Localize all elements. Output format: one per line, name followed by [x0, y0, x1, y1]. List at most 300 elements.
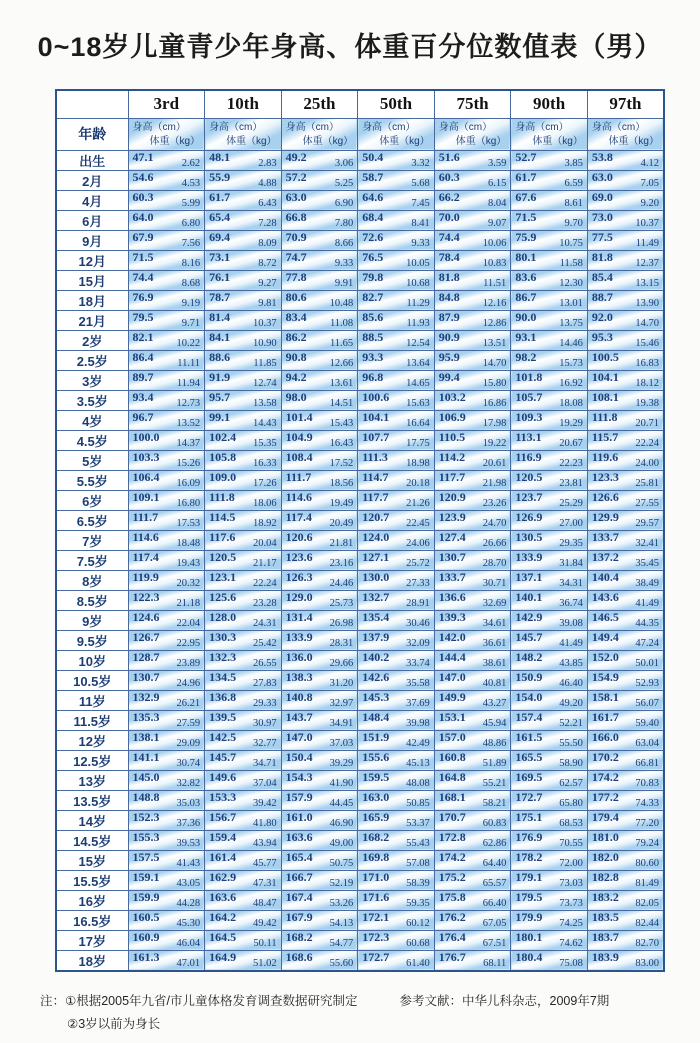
- height-value: 132.3: [209, 650, 237, 664]
- data-cell: [128, 890, 205, 910]
- height-value: 182.8: [591, 870, 619, 884]
- age-cell: 5岁: [56, 450, 128, 470]
- height-value: 162.9: [209, 870, 237, 884]
- age-cell: 8岁: [56, 570, 128, 590]
- weight-value: 11.93: [406, 317, 430, 329]
- weight-value: 25.29: [559, 497, 583, 509]
- weight-value: 66.40: [482, 897, 507, 909]
- height-value: 168.2: [285, 930, 313, 944]
- table-row: [56, 750, 664, 770]
- height-value: 105.7: [515, 390, 543, 404]
- percentile-header: 90th: [511, 90, 588, 118]
- weight-value: 10.37: [635, 217, 659, 229]
- height-value: 126.3: [285, 570, 313, 584]
- height-value: 134.5: [209, 670, 237, 684]
- height-value: 149.6: [209, 770, 237, 784]
- data-cell: [205, 890, 282, 910]
- height-value: 116.9: [515, 450, 542, 464]
- weight-value: 24.00: [635, 457, 659, 469]
- data-cell: [434, 490, 511, 510]
- table-body: [56, 150, 664, 971]
- weight-value: 45.30: [176, 917, 201, 929]
- height-value: 153.1: [438, 710, 466, 724]
- weight-value: 39.08: [559, 617, 583, 629]
- data-cell: [128, 790, 205, 810]
- age-cell: 2岁: [56, 330, 128, 350]
- weight-value: 6.15: [487, 177, 507, 189]
- height-value: 130.7: [132, 670, 160, 684]
- weight-value: 64.40: [482, 857, 507, 869]
- height-value: 163.0: [362, 790, 390, 804]
- height-value: 111.3: [362, 450, 388, 464]
- data-cell: [205, 470, 282, 490]
- height-value: 78.4: [438, 250, 460, 264]
- data-cell: [205, 350, 282, 370]
- weight-value: 54.13: [329, 917, 354, 929]
- data-cell: [205, 630, 282, 650]
- data-cell: [587, 430, 664, 450]
- weight-value: 12.16: [482, 297, 507, 309]
- height-value: 80.6: [285, 290, 307, 304]
- data-cell: [205, 530, 282, 550]
- percentile-header: 75th: [434, 90, 511, 118]
- height-value: 86.7: [515, 290, 537, 304]
- percentile-header: 25th: [281, 90, 358, 118]
- height-value: 154.0: [515, 690, 543, 704]
- weight-value: 39.29: [329, 757, 354, 769]
- measure-header-cell: [281, 118, 358, 150]
- data-cell: [205, 330, 282, 350]
- weight-value: 28.31: [329, 637, 354, 649]
- height-label: 身高（cm）: [591, 121, 646, 133]
- data-cell: [358, 690, 435, 710]
- height-value: 179.9: [515, 910, 543, 924]
- height-value: 157.9: [285, 790, 313, 804]
- height-value: 157.0: [438, 730, 466, 744]
- data-cell: [358, 650, 435, 670]
- height-value: 179.1: [515, 870, 543, 884]
- data-cell: [434, 750, 511, 770]
- weight-value: 62.57: [559, 777, 583, 789]
- age-cell: 6岁: [56, 490, 128, 510]
- data-cell: [587, 910, 664, 930]
- height-value: 123.1: [209, 570, 237, 584]
- table-row: [56, 830, 664, 850]
- weight-value: 16.80: [176, 497, 201, 509]
- data-cell: [281, 690, 358, 710]
- height-value: 155.6: [362, 750, 390, 764]
- weight-value: 48.08: [406, 777, 430, 789]
- data-cell: [434, 770, 511, 790]
- height-value: 67.6: [515, 190, 537, 204]
- weight-value: 22.23: [559, 457, 583, 469]
- height-value: 130.3: [209, 630, 237, 644]
- data-cell: [587, 210, 664, 230]
- height-value: 164.8: [438, 770, 466, 784]
- data-cell: [205, 910, 282, 930]
- weight-value: 31.84: [559, 557, 583, 569]
- data-cell: [587, 330, 664, 350]
- height-value: 135.4: [362, 610, 390, 624]
- data-cell: [587, 250, 664, 270]
- data-cell: [434, 410, 511, 430]
- data-cell: [358, 270, 435, 290]
- data-cell: [434, 850, 511, 870]
- height-value: 70.0: [438, 210, 460, 224]
- height-value: 88.6: [209, 350, 231, 364]
- height-value: 161.4: [209, 850, 237, 864]
- weight-value: 14.46: [559, 337, 583, 349]
- data-cell: [358, 290, 435, 310]
- data-cell: [281, 350, 358, 370]
- height-value: 103.3: [132, 450, 160, 464]
- height-value: 152.0: [591, 650, 619, 664]
- height-label: 身高（cm）: [515, 121, 569, 133]
- weight-value: 17.53: [176, 517, 201, 529]
- height-value: 165.4: [285, 850, 313, 864]
- weight-value: 14.70: [635, 317, 659, 329]
- data-cell: [281, 290, 358, 310]
- weight-value: 11.29: [406, 297, 430, 309]
- data-cell: [128, 810, 205, 830]
- data-cell: [434, 190, 511, 210]
- data-cell: [511, 490, 588, 510]
- height-value: 151.9: [362, 730, 390, 744]
- weight-value: 15.26: [176, 457, 201, 469]
- weight-value: 70.83: [635, 777, 659, 789]
- age-cell: 4岁: [56, 410, 128, 430]
- data-cell: [281, 850, 358, 870]
- data-cell: [511, 170, 588, 190]
- age-cell: 12岁: [56, 730, 128, 750]
- data-cell: [587, 930, 664, 950]
- data-cell: [511, 810, 588, 830]
- height-value: 129.9: [591, 510, 619, 524]
- data-cell: [358, 930, 435, 950]
- weight-value: 24.70: [482, 517, 507, 529]
- data-cell: [205, 930, 282, 950]
- header-row-measures: [56, 118, 664, 150]
- weight-value: 35.58: [406, 677, 430, 689]
- data-cell: [434, 270, 511, 290]
- weight-value: 45.77: [253, 857, 277, 869]
- height-value: 111.8: [591, 410, 618, 424]
- data-cell: [511, 950, 588, 971]
- height-value: 159.5: [362, 770, 390, 784]
- weight-value: 32.97: [329, 697, 354, 709]
- data-cell: [128, 950, 205, 971]
- weight-value: 20.49: [329, 517, 354, 529]
- weight-value: 9.91: [334, 277, 354, 289]
- height-value: 114.7: [362, 470, 389, 484]
- data-cell: [511, 930, 588, 950]
- height-value: 172.1: [362, 910, 390, 924]
- weight-value: 41.80: [253, 817, 277, 829]
- data-cell: [281, 470, 358, 490]
- weight-value: 10.90: [253, 337, 277, 349]
- weight-value: 13.01: [559, 297, 583, 309]
- height-value: 101.4: [285, 410, 313, 424]
- height-value: 175.8: [438, 890, 466, 904]
- data-cell: [587, 590, 664, 610]
- height-value: 145.7: [209, 750, 237, 764]
- height-value: 84.8: [438, 290, 460, 304]
- height-value: 126.7: [132, 630, 160, 644]
- weight-value: 54.77: [329, 937, 354, 949]
- data-cell: [205, 830, 282, 850]
- weight-value: 60.68: [406, 937, 430, 949]
- height-value: 132.9: [132, 690, 160, 704]
- height-value: 164.9: [209, 950, 237, 964]
- weight-value: 10.48: [329, 297, 354, 309]
- data-cell: [358, 850, 435, 870]
- data-cell: [205, 810, 282, 830]
- weight-value: 52.21: [559, 717, 583, 729]
- weight-value: 12.86: [482, 317, 507, 329]
- height-value: 140.8: [285, 690, 313, 704]
- weight-value: 29.35: [559, 537, 583, 549]
- age-cell: 11岁: [56, 690, 128, 710]
- data-cell: [587, 890, 664, 910]
- weight-value: 55.60: [329, 957, 354, 969]
- height-value: 145.3: [362, 690, 390, 704]
- weight-value: 19.38: [635, 397, 659, 409]
- data-cell: [358, 890, 435, 910]
- weight-value: 47.24: [635, 637, 659, 649]
- weight-value: 9.07: [487, 217, 507, 229]
- height-value: 126.6: [591, 490, 619, 504]
- data-cell: [358, 670, 435, 690]
- height-value: 168.6: [285, 950, 313, 964]
- height-value: 96.7: [132, 410, 154, 424]
- weight-value: 7.80: [334, 217, 354, 229]
- height-value: 142.9: [515, 610, 543, 624]
- data-cell: [205, 230, 282, 250]
- data-cell: [511, 210, 588, 230]
- height-value: 74.4: [132, 270, 154, 284]
- data-cell: [587, 570, 664, 590]
- table-row: [56, 810, 664, 830]
- age-cell: 13.5岁: [56, 790, 128, 810]
- data-cell: [434, 230, 511, 250]
- height-value: 104.9: [285, 430, 313, 444]
- weight-value: 7.05: [640, 177, 659, 189]
- data-cell: [281, 650, 358, 670]
- height-value: 124.6: [132, 610, 160, 624]
- height-value: 140.4: [591, 570, 619, 584]
- data-cell: [434, 290, 511, 310]
- height-value: 103.2: [438, 390, 466, 404]
- height-value: 111.8: [209, 490, 235, 504]
- height-value: 160.8: [438, 750, 466, 764]
- measure-header-cell: [358, 118, 435, 150]
- height-value: 125.6: [209, 590, 237, 604]
- weight-value: 21.26: [406, 497, 430, 509]
- data-cell: [128, 690, 205, 710]
- weight-value: 2.83: [258, 157, 277, 169]
- height-value: 137.2: [591, 550, 619, 564]
- weight-value: 29.09: [176, 737, 201, 749]
- data-cell: [205, 510, 282, 530]
- weight-value: 11.85: [253, 357, 277, 369]
- data-cell: [587, 790, 664, 810]
- data-cell: [205, 730, 282, 750]
- height-value: 117.4: [285, 510, 312, 524]
- data-cell: [434, 810, 511, 830]
- height-value: 120.5: [515, 470, 543, 484]
- data-cell: [511, 330, 588, 350]
- weight-value: 15.63: [406, 397, 430, 409]
- weight-value: 30.74: [176, 757, 201, 769]
- weight-value: 33.74: [406, 657, 430, 669]
- weight-value: 10.37: [253, 317, 277, 329]
- data-cell: [511, 730, 588, 750]
- height-value: 85.6: [362, 310, 384, 324]
- height-value: 61.7: [515, 170, 537, 184]
- height-value: 146.5: [591, 610, 619, 624]
- height-value: 109.0: [209, 470, 237, 484]
- weight-value: 18.12: [635, 377, 659, 389]
- weight-value: 18.92: [253, 517, 277, 529]
- weight-value: 17.75: [406, 437, 430, 449]
- height-value: 60.3: [438, 170, 460, 184]
- weight-value: 68.53: [559, 817, 583, 829]
- data-cell: [128, 670, 205, 690]
- weight-value: 13.61: [329, 377, 354, 389]
- data-cell: [128, 850, 205, 870]
- weight-value: 45.94: [482, 717, 507, 729]
- age-header-cell: 年龄: [56, 118, 128, 150]
- height-label: 身高（cm）: [362, 121, 416, 133]
- data-cell: [358, 150, 435, 170]
- height-value: 66.8: [285, 210, 307, 224]
- data-cell: [434, 150, 511, 170]
- height-value: 155.3: [132, 830, 160, 844]
- weight-value: 23.16: [329, 557, 354, 569]
- data-cell: [358, 330, 435, 350]
- weight-value: 44.28: [176, 897, 201, 909]
- table-row: [56, 950, 664, 971]
- height-value: 114.6: [285, 490, 312, 504]
- height-value: 149.4: [591, 630, 619, 644]
- height-value: 163.6: [209, 890, 237, 904]
- data-cell: [128, 410, 205, 430]
- weight-value: 18.98: [406, 457, 430, 469]
- height-value: 99.1: [209, 410, 231, 424]
- weight-value: 19.29: [559, 417, 583, 429]
- table-row: [56, 230, 664, 250]
- data-cell: [511, 630, 588, 650]
- height-value: 133.9: [285, 630, 313, 644]
- height-value: 174.2: [438, 850, 466, 864]
- table-row: [56, 450, 664, 470]
- data-cell: [587, 350, 664, 370]
- height-value: 166.0: [591, 730, 619, 744]
- height-value: 183.9: [591, 950, 619, 964]
- weight-value: 9.19: [181, 297, 201, 309]
- age-cell: 15.5岁: [56, 870, 128, 890]
- height-value: 98.0: [285, 390, 307, 404]
- data-cell: [358, 450, 435, 470]
- weight-value: 41.49: [559, 637, 583, 649]
- data-cell: [281, 270, 358, 290]
- data-cell: [281, 930, 358, 950]
- weight-value: 68.11: [483, 957, 507, 969]
- height-value: 120.6: [285, 530, 313, 544]
- table-row: [56, 270, 664, 290]
- height-value: 176.4: [438, 930, 466, 944]
- data-cell: [434, 670, 511, 690]
- height-value: 117.7: [438, 470, 466, 484]
- height-value: 123.3: [591, 470, 619, 484]
- height-value: 117.7: [362, 490, 389, 504]
- weight-value: 3.06: [334, 157, 354, 169]
- data-cell: [358, 870, 435, 890]
- data-cell: [511, 430, 588, 450]
- data-cell: [128, 590, 205, 610]
- height-value: 72.6: [362, 230, 384, 244]
- weight-value: 80.60: [635, 857, 659, 869]
- height-value: 74.4: [438, 230, 460, 244]
- data-cell: [128, 550, 205, 570]
- height-value: 183.2: [591, 890, 619, 904]
- height-value: 172.7: [515, 790, 543, 804]
- table-row: [56, 310, 664, 330]
- height-value: 73.0: [591, 210, 613, 224]
- height-value: 139.5: [209, 710, 237, 724]
- height-value: 64.0: [132, 210, 154, 224]
- height-value: 123.6: [285, 550, 313, 564]
- height-value: 87.9: [438, 310, 460, 324]
- data-cell: [587, 150, 664, 170]
- weight-value: 57.08: [406, 857, 430, 869]
- data-cell: [434, 890, 511, 910]
- weight-value: 10.75: [559, 237, 583, 249]
- height-value: 159.4: [209, 830, 237, 844]
- data-cell: [434, 610, 511, 630]
- data-cell: [434, 250, 511, 270]
- data-cell: [587, 170, 664, 190]
- weight-value: 49.42: [253, 917, 277, 929]
- table-row: [56, 710, 664, 730]
- height-value: 95.3: [591, 330, 613, 344]
- data-cell: [358, 170, 435, 190]
- height-value: 137.1: [515, 570, 543, 584]
- weight-label: 体重（kg）: [532, 135, 583, 147]
- height-value: 177.2: [591, 790, 619, 804]
- weight-value: 67.05: [482, 917, 507, 929]
- data-cell: [587, 370, 664, 390]
- height-value: 90.8: [285, 350, 307, 364]
- height-value: 176.7: [438, 950, 466, 964]
- height-value: 133.7: [591, 530, 619, 544]
- data-cell: [128, 370, 205, 390]
- height-value: 77.5: [591, 230, 613, 244]
- data-cell: [434, 530, 511, 550]
- weight-value: 67.51: [482, 937, 507, 949]
- height-value: 94.2: [285, 370, 307, 384]
- weight-value: 27.83: [253, 677, 277, 689]
- weight-value: 29.66: [329, 657, 354, 669]
- weight-value: 18.08: [559, 397, 583, 409]
- footnote-line-1: [40, 990, 700, 1013]
- data-cell: [434, 590, 511, 610]
- height-value: 108.4: [285, 450, 313, 464]
- weight-value: 21.18: [176, 597, 201, 609]
- data-cell: [587, 390, 664, 410]
- weight-value: 20.61: [482, 457, 507, 469]
- height-value: 52.7: [515, 150, 537, 164]
